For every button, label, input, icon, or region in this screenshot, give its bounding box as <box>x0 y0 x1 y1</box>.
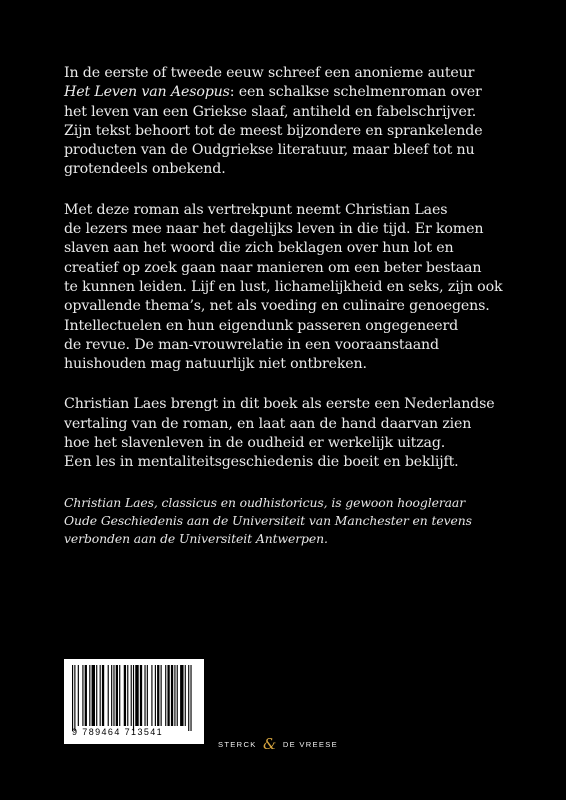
text-line: opvallende thema’s, net als voeding en culinaire genoegens. <box>64 298 490 315</box>
text-line: Oude Geschiedenis aan de Universiteit van Manchester en tevens <box>64 512 472 528</box>
publisher-name-right: DE VREESE <box>282 740 338 749</box>
text-line: verbonden aan de Universiteit Antwerpen. <box>64 531 328 547</box>
text-line: vertaling van de roman, en laat aan de hand daarvan zien <box>64 415 472 432</box>
text-line: Met deze roman als vertrekpunt neemt Christian Laes <box>64 201 448 218</box>
isbn-barcode <box>64 659 204 744</box>
text-line: hoe het slavenleven in de oudheid er werkelijk uitzag. <box>64 435 446 452</box>
blurb-paragraph-1 <box>64 64 504 180</box>
publisher-name-left: STERCK <box>218 740 257 749</box>
publisher-logo <box>218 733 338 751</box>
text-line: het leven van een Griekse slaaf, antiheld en fabelschrijver. <box>64 103 477 120</box>
blurb <box>64 64 504 549</box>
text-line: slaven aan het woord die zich beklagen over hun lot en <box>64 240 454 257</box>
text-line: Christian Laes brengt in dit boek als eerste een Nederlandse <box>64 396 495 413</box>
barcode-digits: 9 789464 713541 <box>72 727 164 737</box>
text-line: de revue. De man-vrouwrelatie in een vooraanstaand <box>64 336 439 353</box>
text-line: In de eerste of tweede eeuw schreef een anonieme auteur <box>64 65 475 81</box>
blurb-paragraph-2 <box>64 201 504 375</box>
text-line: Zijn tekst behoort tot de meest bijzondere en sprankelende <box>64 122 483 139</box>
text-line: creatief op zoek gaan naar manieren om een beter bestaan <box>64 259 482 276</box>
text-line: producten van de Oudgriekse literatuur, maar bleef tot nu <box>64 142 475 159</box>
text-line: huishouden mag natuurlijk niet ontbreken. <box>64 356 367 373</box>
text-line: Een les in mentaliteitsgeschiedenis die boeit en beklijft. <box>64 454 459 471</box>
text-line: Intellectuelen en hun eigendunk passeren ongegeneerd <box>64 317 459 334</box>
author-bio <box>64 494 504 549</box>
book-title-italic: Het Leven van Aesopus <box>64 84 230 101</box>
text-line: grotendeels onbekend. <box>64 161 226 178</box>
blurb-paragraph-3 <box>64 395 504 472</box>
text-line: de lezers mee naar het dagelijks leven in die tijd. Er komen <box>64 221 484 238</box>
text-line: te kunnen leiden. Lijf en lust, lichamelijkheid en seks, zijn ook <box>64 278 503 295</box>
text-fragment: : een schalkse schelmenroman over <box>229 84 482 101</box>
ampersand: & <box>263 735 277 753</box>
text-line <box>64 83 504 102</box>
text-line: Christian Laes, classicus en oudhistoricus, is gewoon hoogleraar <box>64 494 466 510</box>
